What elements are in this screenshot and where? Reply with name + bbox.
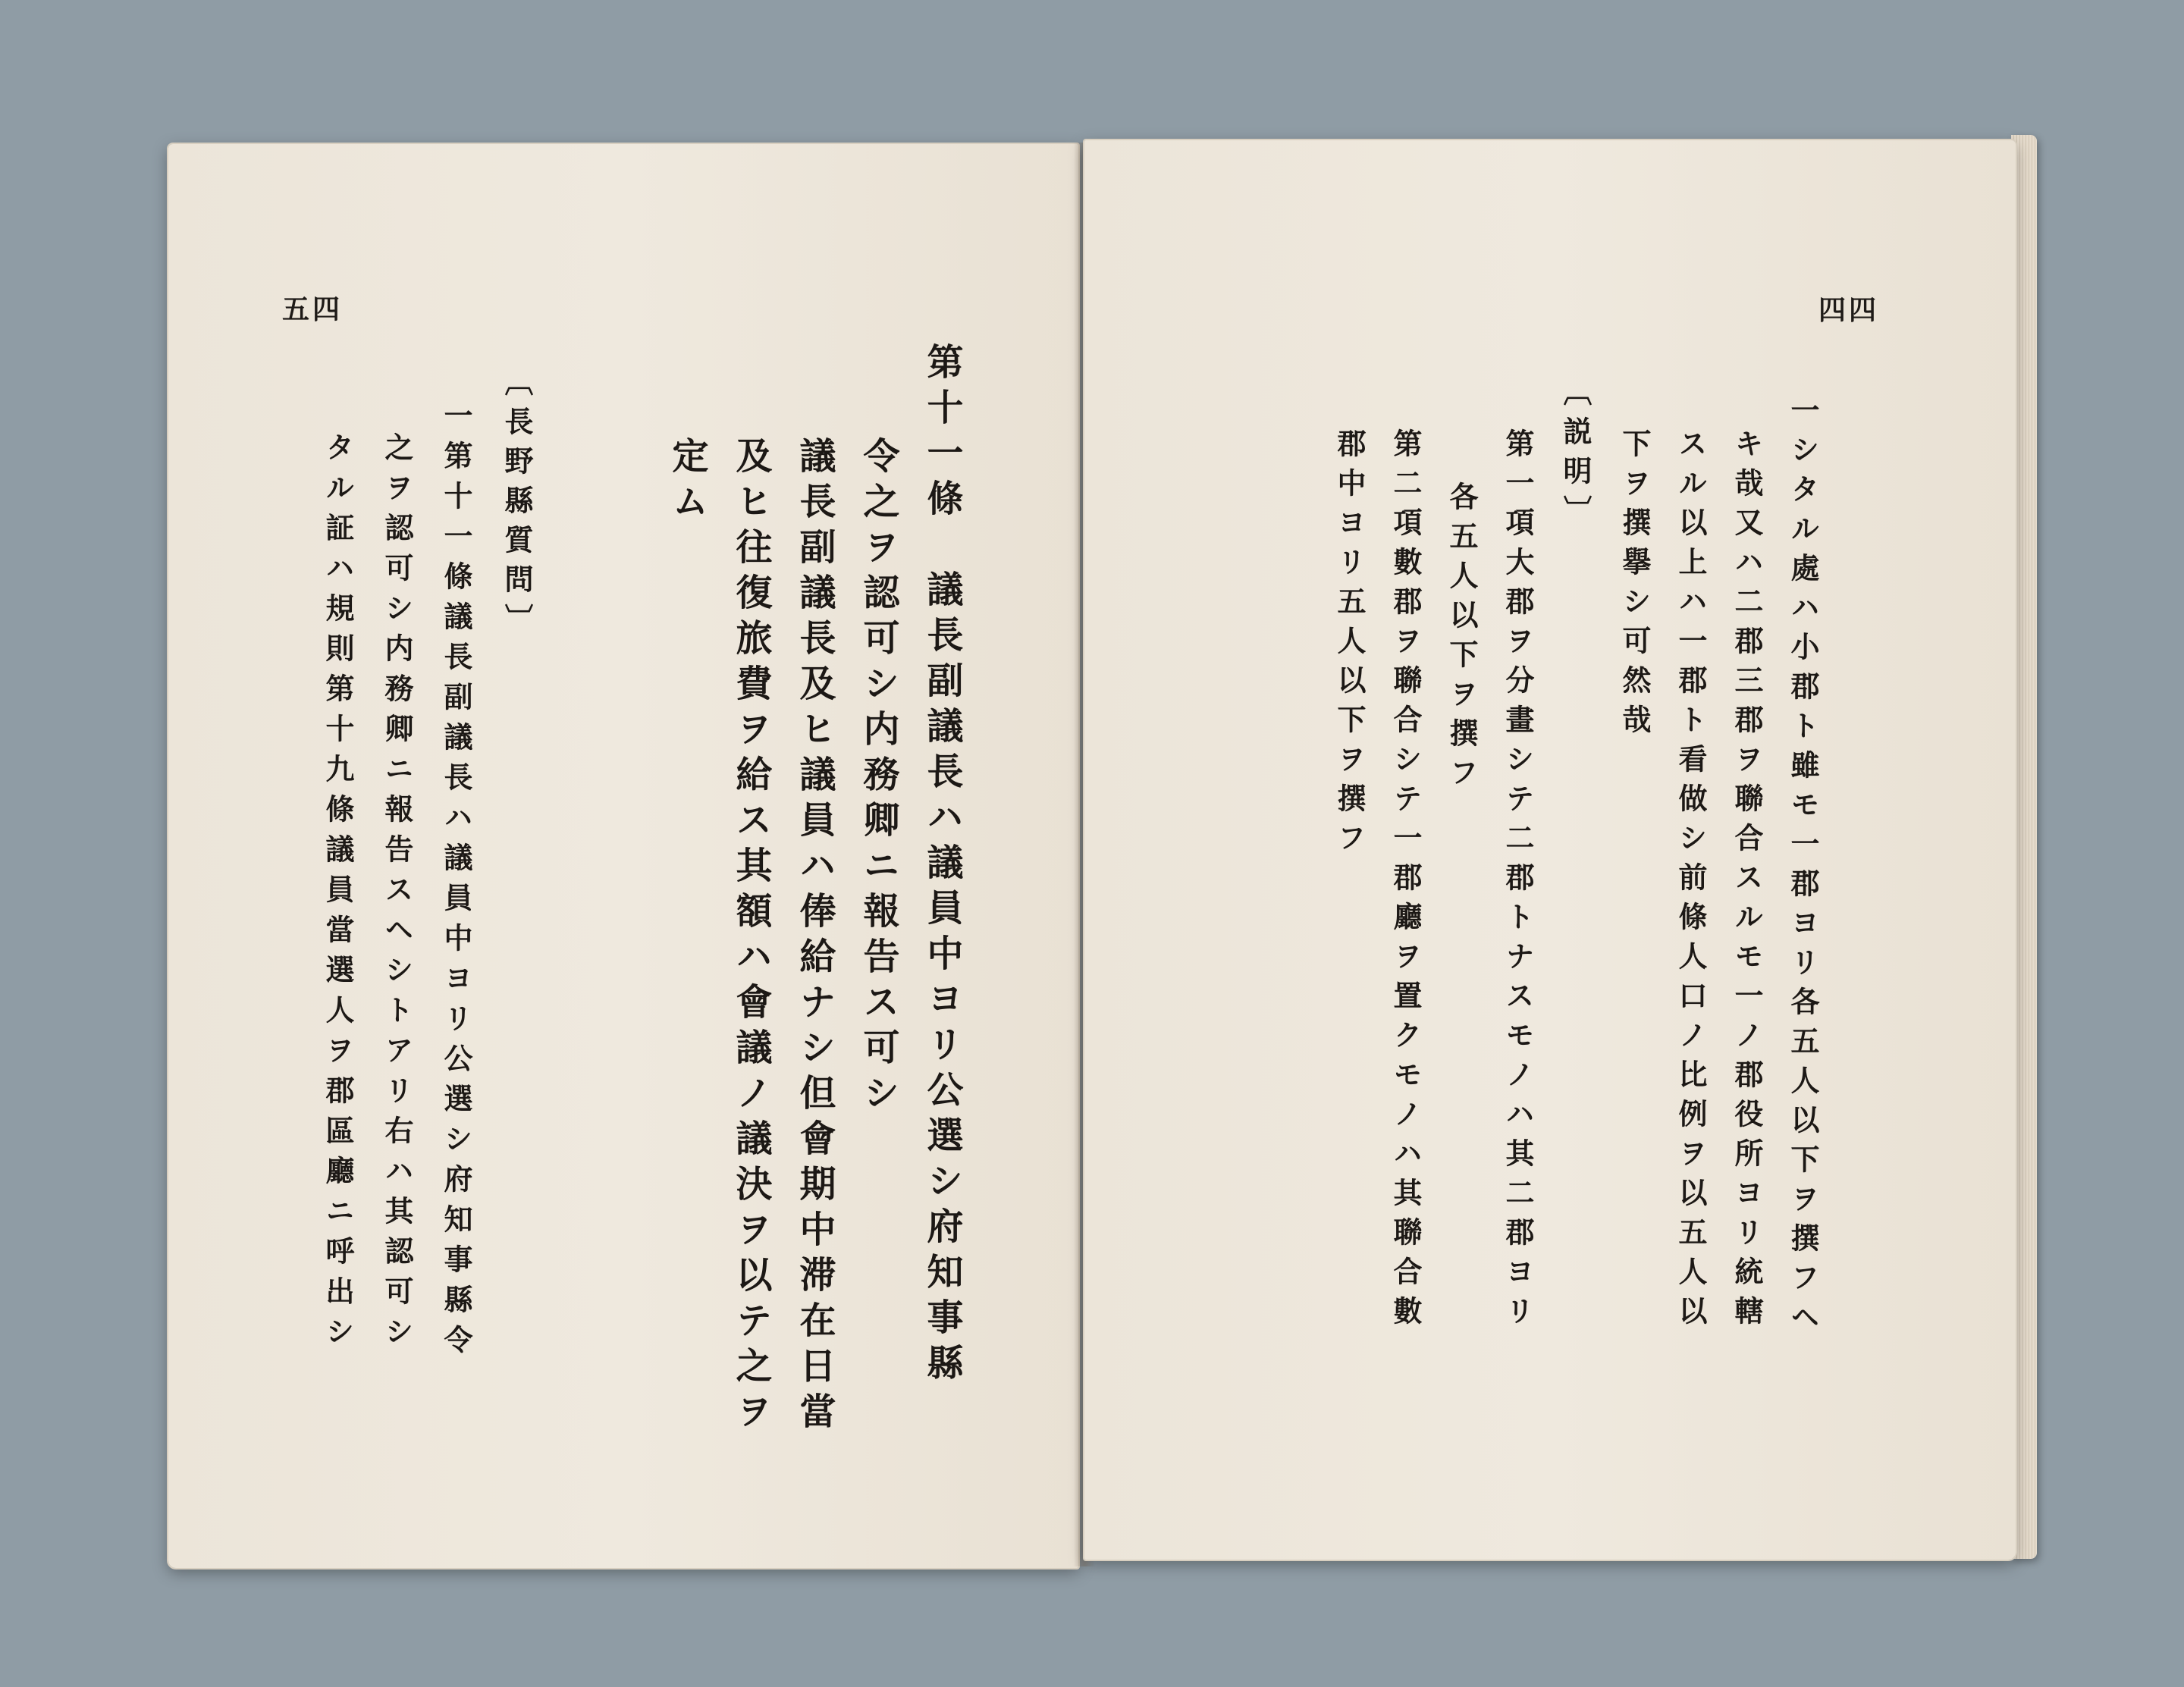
article-line-2: 令之ヲ認可シ内務卿ニ報告ス可シ [857,437,899,1119]
right-line-4: 下ヲ撰擧シ可然哉 [1618,428,1652,744]
note-line-1: 一第十一條議長副議長ハ議員中ヨリ公選シ府知事縣令 [439,400,473,1365]
page-number-right: 四四 [1818,294,1880,326]
note-line-2: 之ヲ認可シ内務卿ニ報告スヘシトアリ右ハ其認可シ [380,432,414,1356]
article-line-4: 及ヒ往復旅費ヲ給ス其額ハ會議ノ議決ヲ以テ之ヲ [730,437,772,1438]
article-line-1: 第十一條 議長副議長ハ議員中ヨリ公選シ府知事縣 [921,343,963,1389]
explanation-line-3: 第二項數郡ヲ聯合シテ一郡廳ヲ置クモノハ其聯合數 [1389,428,1423,1335]
explanation-heading: 〔説明〕 [1558,377,1592,535]
right-line-2: キ哉又ハ二郡三郡ヲ聯合スルモ一ノ郡役所ヨリ統轄 [1730,428,1764,1335]
explanation-line-1: 第一項大郡ヲ分畫シテ二郡トナスモノハ其二郡ヨリ [1501,428,1535,1335]
article-line-3: 議長副議長及ヒ議員ハ俸給ナシ但會期中滞在日當 [793,437,836,1438]
right-line-1: 一シタル處ハ小郡ト雖モ一郡ヨリ各五人以下ヲ撰フヘ [1786,395,1820,1341]
explanation-line-2: 各五人以下ヲ撰フ [1445,481,1479,797]
right-page [1084,140,2016,1560]
article-line-5: 定ム [666,437,708,528]
note-line-3: タル証ハ規則第十九條議員當選人ヲ郡區廳ニ呼出シ [321,432,355,1356]
explanation-line-4: 郡中ヨリ五人以下ヲ撰フ [1332,428,1367,862]
left-page [168,144,1078,1568]
page-number-left: 五四 [282,293,344,325]
right-line-3: スル以上ハ一郡ト看做シ前條人口ノ比例ヲ以五人以 [1674,428,1708,1335]
note-heading: 〔長野縣質問〕 [500,367,534,643]
